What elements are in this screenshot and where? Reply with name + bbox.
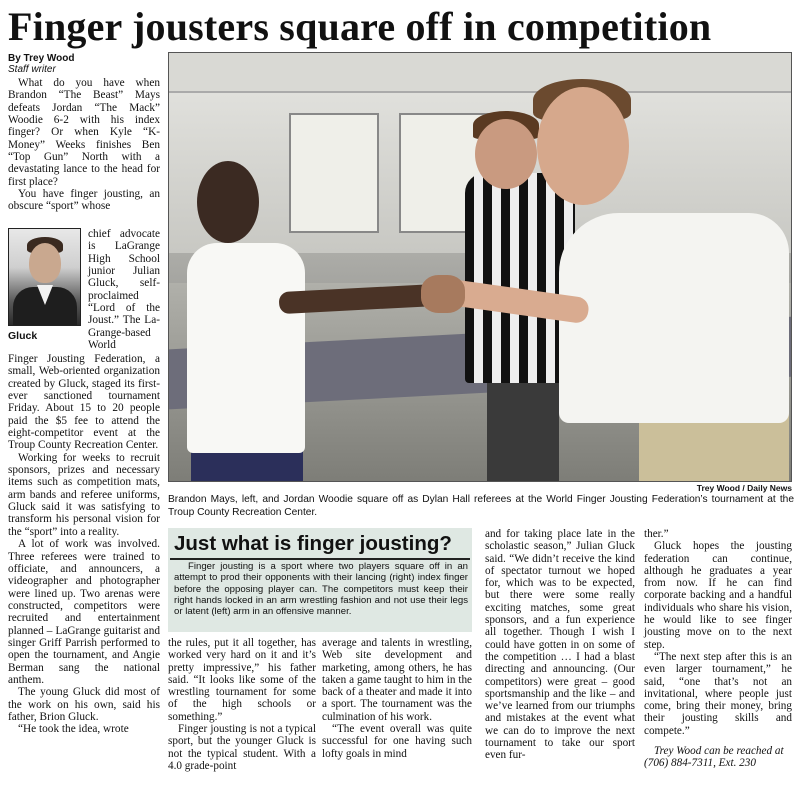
article-wrap-text: chief advocate is LaGrange High School junior Julian Gluck, self-proclaimed “Lord of the Joust.” The La-Grange-based World bbox=[88, 228, 160, 352]
main-photo bbox=[168, 52, 792, 482]
paragraph: “The event overall was quite successful for one having such lofty goals in mind bbox=[322, 723, 472, 760]
paragraph: “The next step after this is an even larger tournament,” he said, “one that’s not an invitational, where people just come, bring their money, bring their jousting skills and compete.” bbox=[644, 650, 792, 737]
photo-credit: Trey Wood / Daily News bbox=[696, 483, 792, 493]
paragraph: Working for weeks to recruit sponsors, prizes and necessary items such as competition mats, arm bands and referee uniforms, Gluck said it was satisfying to transform his personal vision for the “sport” into a reality. bbox=[8, 451, 160, 538]
article-left-top bbox=[8, 77, 160, 213]
sidebar-heading: Just what is finger jousting? bbox=[174, 532, 452, 555]
paragraph: The young Gluck did most of the work on his own, said his father, Brion Gluck. bbox=[8, 686, 160, 723]
sidebar-body bbox=[174, 561, 468, 617]
sidebar-box bbox=[168, 528, 472, 632]
byline-role: Staff writer bbox=[8, 64, 56, 75]
article-column-4 bbox=[485, 528, 635, 762]
sidebar-rule bbox=[170, 558, 470, 560]
paragraph: average and talents in wrestling, Web site development and marketing, among others, he has taken a game taught to him in the back of a theater and made it into a sport. The tournament was the culmination of his work. bbox=[322, 637, 472, 723]
mugshot bbox=[8, 228, 83, 342]
author-contact: Trey Wood can be reached at (706) 884-7311, Ext. 230 bbox=[644, 745, 784, 770]
mugshot-caption: Gluck bbox=[8, 330, 38, 342]
byline: By Trey Wood bbox=[8, 53, 75, 64]
paragraph: A lot of work was involved. Three referees were trained to officiate, and announcers, a videographer and photographer were lined up. Two arenas were constructed, competitors were recruited and entertainment planned – LaGrange guitarist and singer Griff Parrish performed to open the tournament, and Angie Berman sang the national anthem. bbox=[8, 538, 160, 686]
sidebar-text: Finger jousting is a sport where two players square off in an attempt to prod their opponents with their lancing (right) index finger before the opposing player can. The competitors must keep their right hands locked in an arm wrestling fashion and not use their legs or latent (left) arm in an offensive manner. bbox=[174, 561, 468, 618]
paragraph: and for taking place late in the scholastic season,” Julian Gluck said. “We didn’t receive the kind of spectator turnout we hoped for, which was to be expected, but there were some really exciting matches, some great sponsors, and a fun experience all together. Though I wish I could have gotten in on some of the competition … I had a blast directing and announcing. (Our competitors) were great – good sportsmanship and the like – and we’ve learned from our triumphs and mistakes at the event what we can do to improve the next tournament to take our sport even fur- bbox=[485, 528, 635, 762]
paragraph: ther.” bbox=[644, 528, 669, 540]
paragraph: “He took the idea, wrote bbox=[18, 723, 129, 736]
photo-cutline: Brandon Mays, left, and Jordan Woodie square off as Dylan Hall referees at the World Finger Jousting Federation’s tournament at the Troup County Recreation Center. bbox=[168, 494, 794, 518]
paragraph: You have finger jousting, an obscure “sport” whose bbox=[8, 188, 160, 213]
article-column-5 bbox=[644, 528, 792, 770]
article-column-2 bbox=[168, 637, 316, 772]
article-left-bottom bbox=[8, 353, 160, 736]
paragraph: Finger Jousting Federation, a small, Web-oriented organization created by Gluck, staged its first-ever sanctioned tournament Friday. About 15 to 20 people paid the $5 fee to attend the eight-competitor event at the Troup County Recreation Center. bbox=[8, 353, 160, 452]
paragraph: Finger jousting is not a typical sport, but the younger Gluck is not the typical student. With a 4.0 grade-point bbox=[168, 723, 316, 772]
paragraph: What do you have when Brandon “The Beast” Mays defeats Jordan “The Mack” Woodie 6-2 with his index finger? Or when Kyle “K-Money” Weeks finishes Ben “Top Gun” North with a devastating lance to the head for first place? bbox=[8, 77, 160, 188]
paragraph: the rules, put it all together, has worked very hard on it and it’s pretty impressive,” his father said. “It looks like some of the wrestling tournament for some of the high schools or something.” bbox=[168, 637, 316, 723]
headline: Finger jousters square off in competition bbox=[8, 4, 712, 49]
left-column bbox=[8, 53, 160, 213]
paragraph: Gluck hopes the jousting federation can continue, although he graduates a year from now. If he can find corporate backing and a handful individuals who share his vision, he would like to see finger jousting move on to the next step. bbox=[644, 540, 792, 651]
mugshot-photo bbox=[8, 228, 81, 326]
article-column-3 bbox=[322, 637, 472, 760]
